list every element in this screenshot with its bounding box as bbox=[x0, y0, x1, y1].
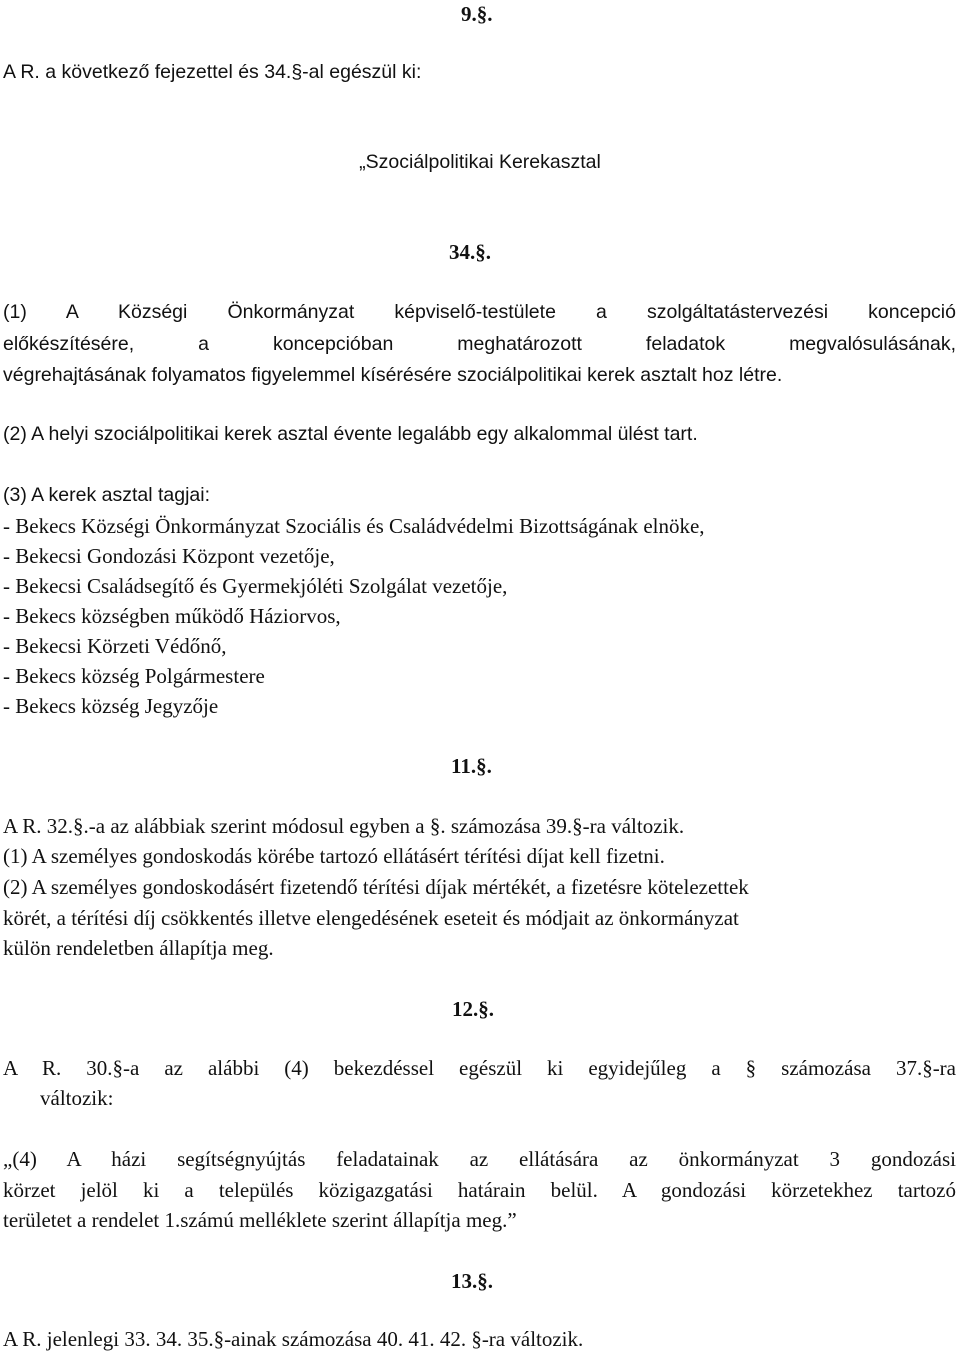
member-item: - Bekecs községben működő Háziorvos, bbox=[3, 604, 341, 628]
s11-line-4: körét, a térítési díj csökkentés illetve elengedésének eseteit és módjait az önkormányzat bbox=[3, 906, 739, 930]
s11-line-2: (1) A személyes gondoskodás körébe tartozó ellátásért térítési díjat kell fizetni. bbox=[3, 844, 665, 868]
s11-line-3: (2) A személyes gondoskodásért fizetendő térítési díjak mértékét, a fizetésre kötelezettek bbox=[3, 875, 749, 899]
intro-line: A R. a következő fejezettel és 34.§-al egészül ki: bbox=[3, 61, 422, 83]
p3-heading: (3) A kerek asztal tagjai: bbox=[3, 484, 211, 506]
p1-line-2: előkészítésére, a koncepcióban meghatározott feladatok megvalósulásának, bbox=[3, 333, 956, 355]
section-mark-12: 12.§. bbox=[452, 997, 494, 1021]
member-item: - Bekecs község Jegyzője bbox=[3, 694, 219, 718]
member-item: - Bekecsi Körzeti Védőnő, bbox=[3, 634, 227, 658]
section-mark-13: 13.§. bbox=[451, 1269, 493, 1293]
chapter-title: „Szociálpolitikai Kerekasztal bbox=[359, 151, 601, 173]
quote-line-1: „(4) A házi segítségnyújtás feladatainak az ellátására az önkormányzat 3 gondozási bbox=[3, 1147, 956, 1171]
member-item: - Bekecs község Polgármestere bbox=[3, 664, 265, 688]
p2-line: (2) A helyi szociálpolitikai kerek asztal évente legalább egy alkalommal ülést tart. bbox=[3, 423, 698, 445]
section-mark-11: 11.§. bbox=[451, 754, 492, 778]
s11-line-5: külön rendeletben állapítja meg. bbox=[3, 936, 274, 960]
quote-line-2: körzet jelöl ki a település közigazgatási határain belül. A gondozási körzetekhez tartozó bbox=[3, 1178, 956, 1202]
member-item: - Bekecs Községi Önkormányzat Szociális és Családvédelmi Bizottságának elnöke, bbox=[3, 514, 705, 538]
p1-line-3: végrehajtásának folyamatos figyelemmel kísérésére szociálpolitikai kerek asztalt hoz létre. bbox=[3, 364, 783, 386]
member-item: - Bekecsi Családsegítő és Gyermekjóléti Szolgálat vezetője, bbox=[3, 574, 508, 598]
quote-line-3: területet a rendelet 1.számú melléklete szerint állapítja meg.” bbox=[3, 1208, 517, 1232]
member-item: - Bekecsi Gondozási Központ vezetője, bbox=[3, 544, 335, 568]
s13-line-1: A R. jelenlegi 33. 34. 35.§-ainak számozása 40. 41. 42. §-ra változik. bbox=[3, 1327, 584, 1351]
s12-line-2: változik: bbox=[40, 1086, 114, 1110]
s11-line-1: A R. 32.§.-a az alábbiak szerint módosul egyben a §. számozása 39.§-ra változik. bbox=[3, 814, 685, 838]
p1-line-1: (1) A Községi Önkormányzat képviselő-testülete a szolgáltatástervezési koncepció bbox=[3, 301, 956, 323]
section-mark-9: 9.§. bbox=[461, 2, 493, 26]
paragraph-mark-34: 34.§. bbox=[449, 240, 491, 264]
s12-line-1: A R. 30.§-a az alábbi (4) bekezdéssel egészül ki egyidejűleg a § számozása 37.§-ra bbox=[3, 1056, 956, 1080]
